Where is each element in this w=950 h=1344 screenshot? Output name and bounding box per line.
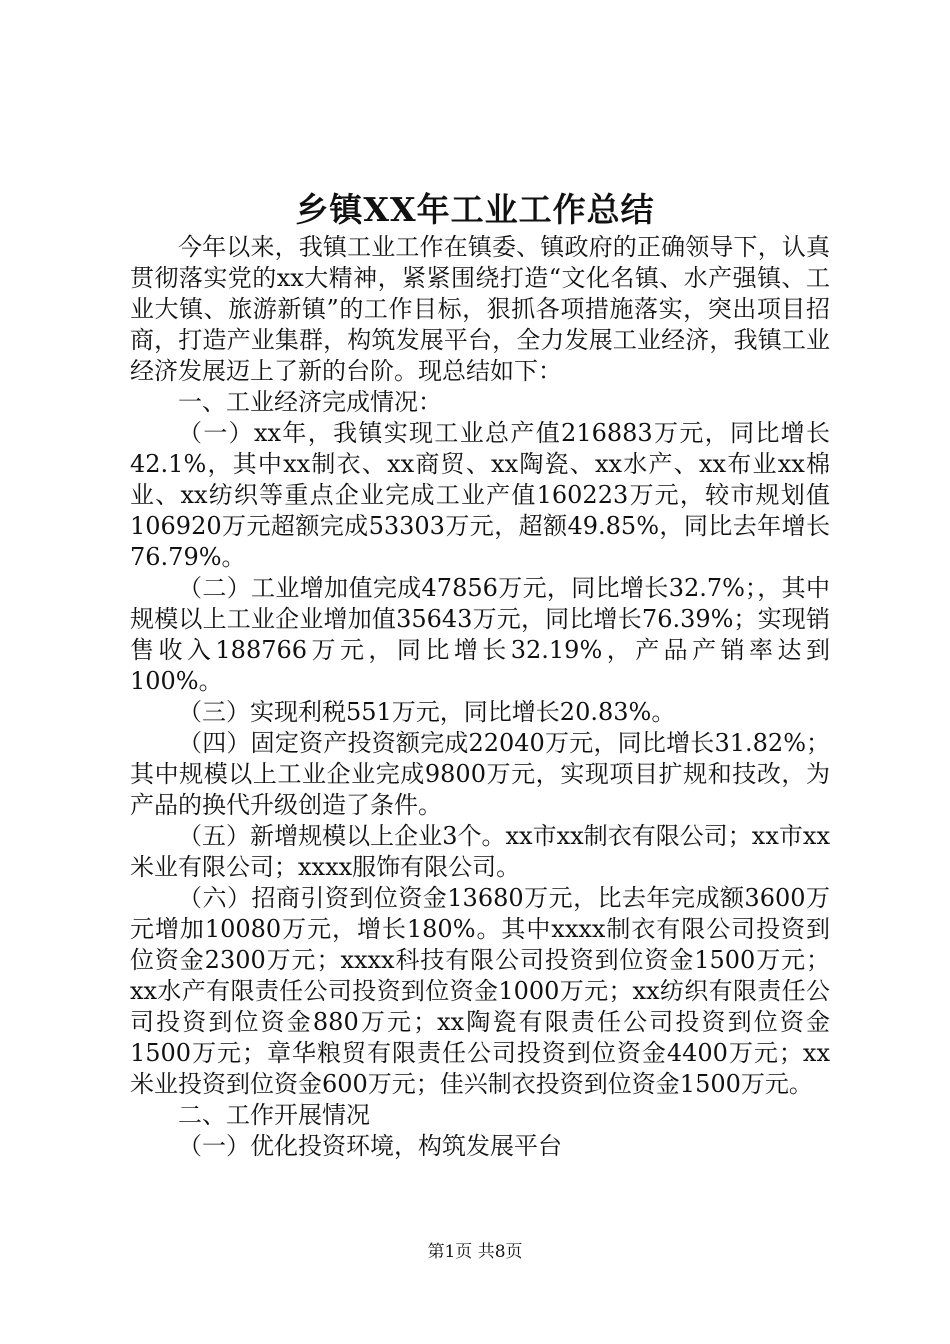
- section-heading-2: 二、工作开展情况: [178, 1101, 370, 1129]
- paragraph-item-1: （一）xx年，我镇实现工业总产值216883万元，同比增长42.1%，其中xx制衣、xx商贸、xx陶瓷、xx水产、xx布业xx棉业、xx纺织等重点企业完成工业产值160223万元，较市规划值106920万元超额完成53303万元，超额49.85%，同比去年增长76.79%。: [130, 419, 830, 571]
- paragraph-item-2: （二）工业增加值完成47856万元，同比增长32.7%；，其中规模以上工业企业增加值35643万元，同比增长76.39%；实现销售收入188766万元，同比增长32.19%，产品产销率达到100%。: [130, 574, 830, 695]
- paragraph-item-3: （三）实现利税551万元，同比增长20.83%。: [178, 698, 676, 726]
- document-body: [130, 232, 830, 1162]
- paragraph-item-4: （四）固定资产投资额完成22040万元，同比增长31.82%；其中规模以上工业企业完成9800万元，实现项目扩规和技改，为产品的换代升级创造了条件。: [130, 729, 830, 819]
- page-footer: 第1页 共8页: [427, 1242, 523, 1262]
- subsection-heading-1: （一）优化投资环境，构筑发展平台: [178, 1132, 562, 1160]
- intro-paragraph: 今年以来，我镇工业工作在镇委、镇政府的正确领导下，认真贯彻落实党的xx大精神，紧紧围绕打造“文化名镇、水产强镇、工业大镇、旅游新镇”的工作目标，狠抓各项措施落实，突出项目招商，打造产业集群，构筑发展平台，全力发展工业经济，我镇工业经济发展迈上了新的台阶。现总结如下：: [130, 233, 830, 385]
- paragraph-item-6: （六）招商引资到位资金13680万元，比去年完成额3600万元增加10080万元，增长180%。其中xxxx制衣有限公司投资到位资金2300万元；xxxx科技有限公司投资到位资金1500万元；xx水产有限责任公司投资到位资金1000万元；xx纺织有限责任公司投资到位资金880万元；xx陶瓷有限责任公司投资到位资金1500万元；章华粮贸有限责任公司投资到位资金4400万元；xx米业投资到位资金600万元；佳兴制衣投资到位资金1500万元。: [130, 884, 830, 1098]
- document-title: 乡镇XX年工业工作总结: [295, 190, 655, 229]
- paragraph-item-5: （五）新增规模以上企业3个。xx市xx制衣有限公司；xx市xx米业有限公司；xxxx服饰有限公司。: [130, 822, 830, 881]
- section-heading-1: 一、工业经济完成情况：: [178, 388, 442, 416]
